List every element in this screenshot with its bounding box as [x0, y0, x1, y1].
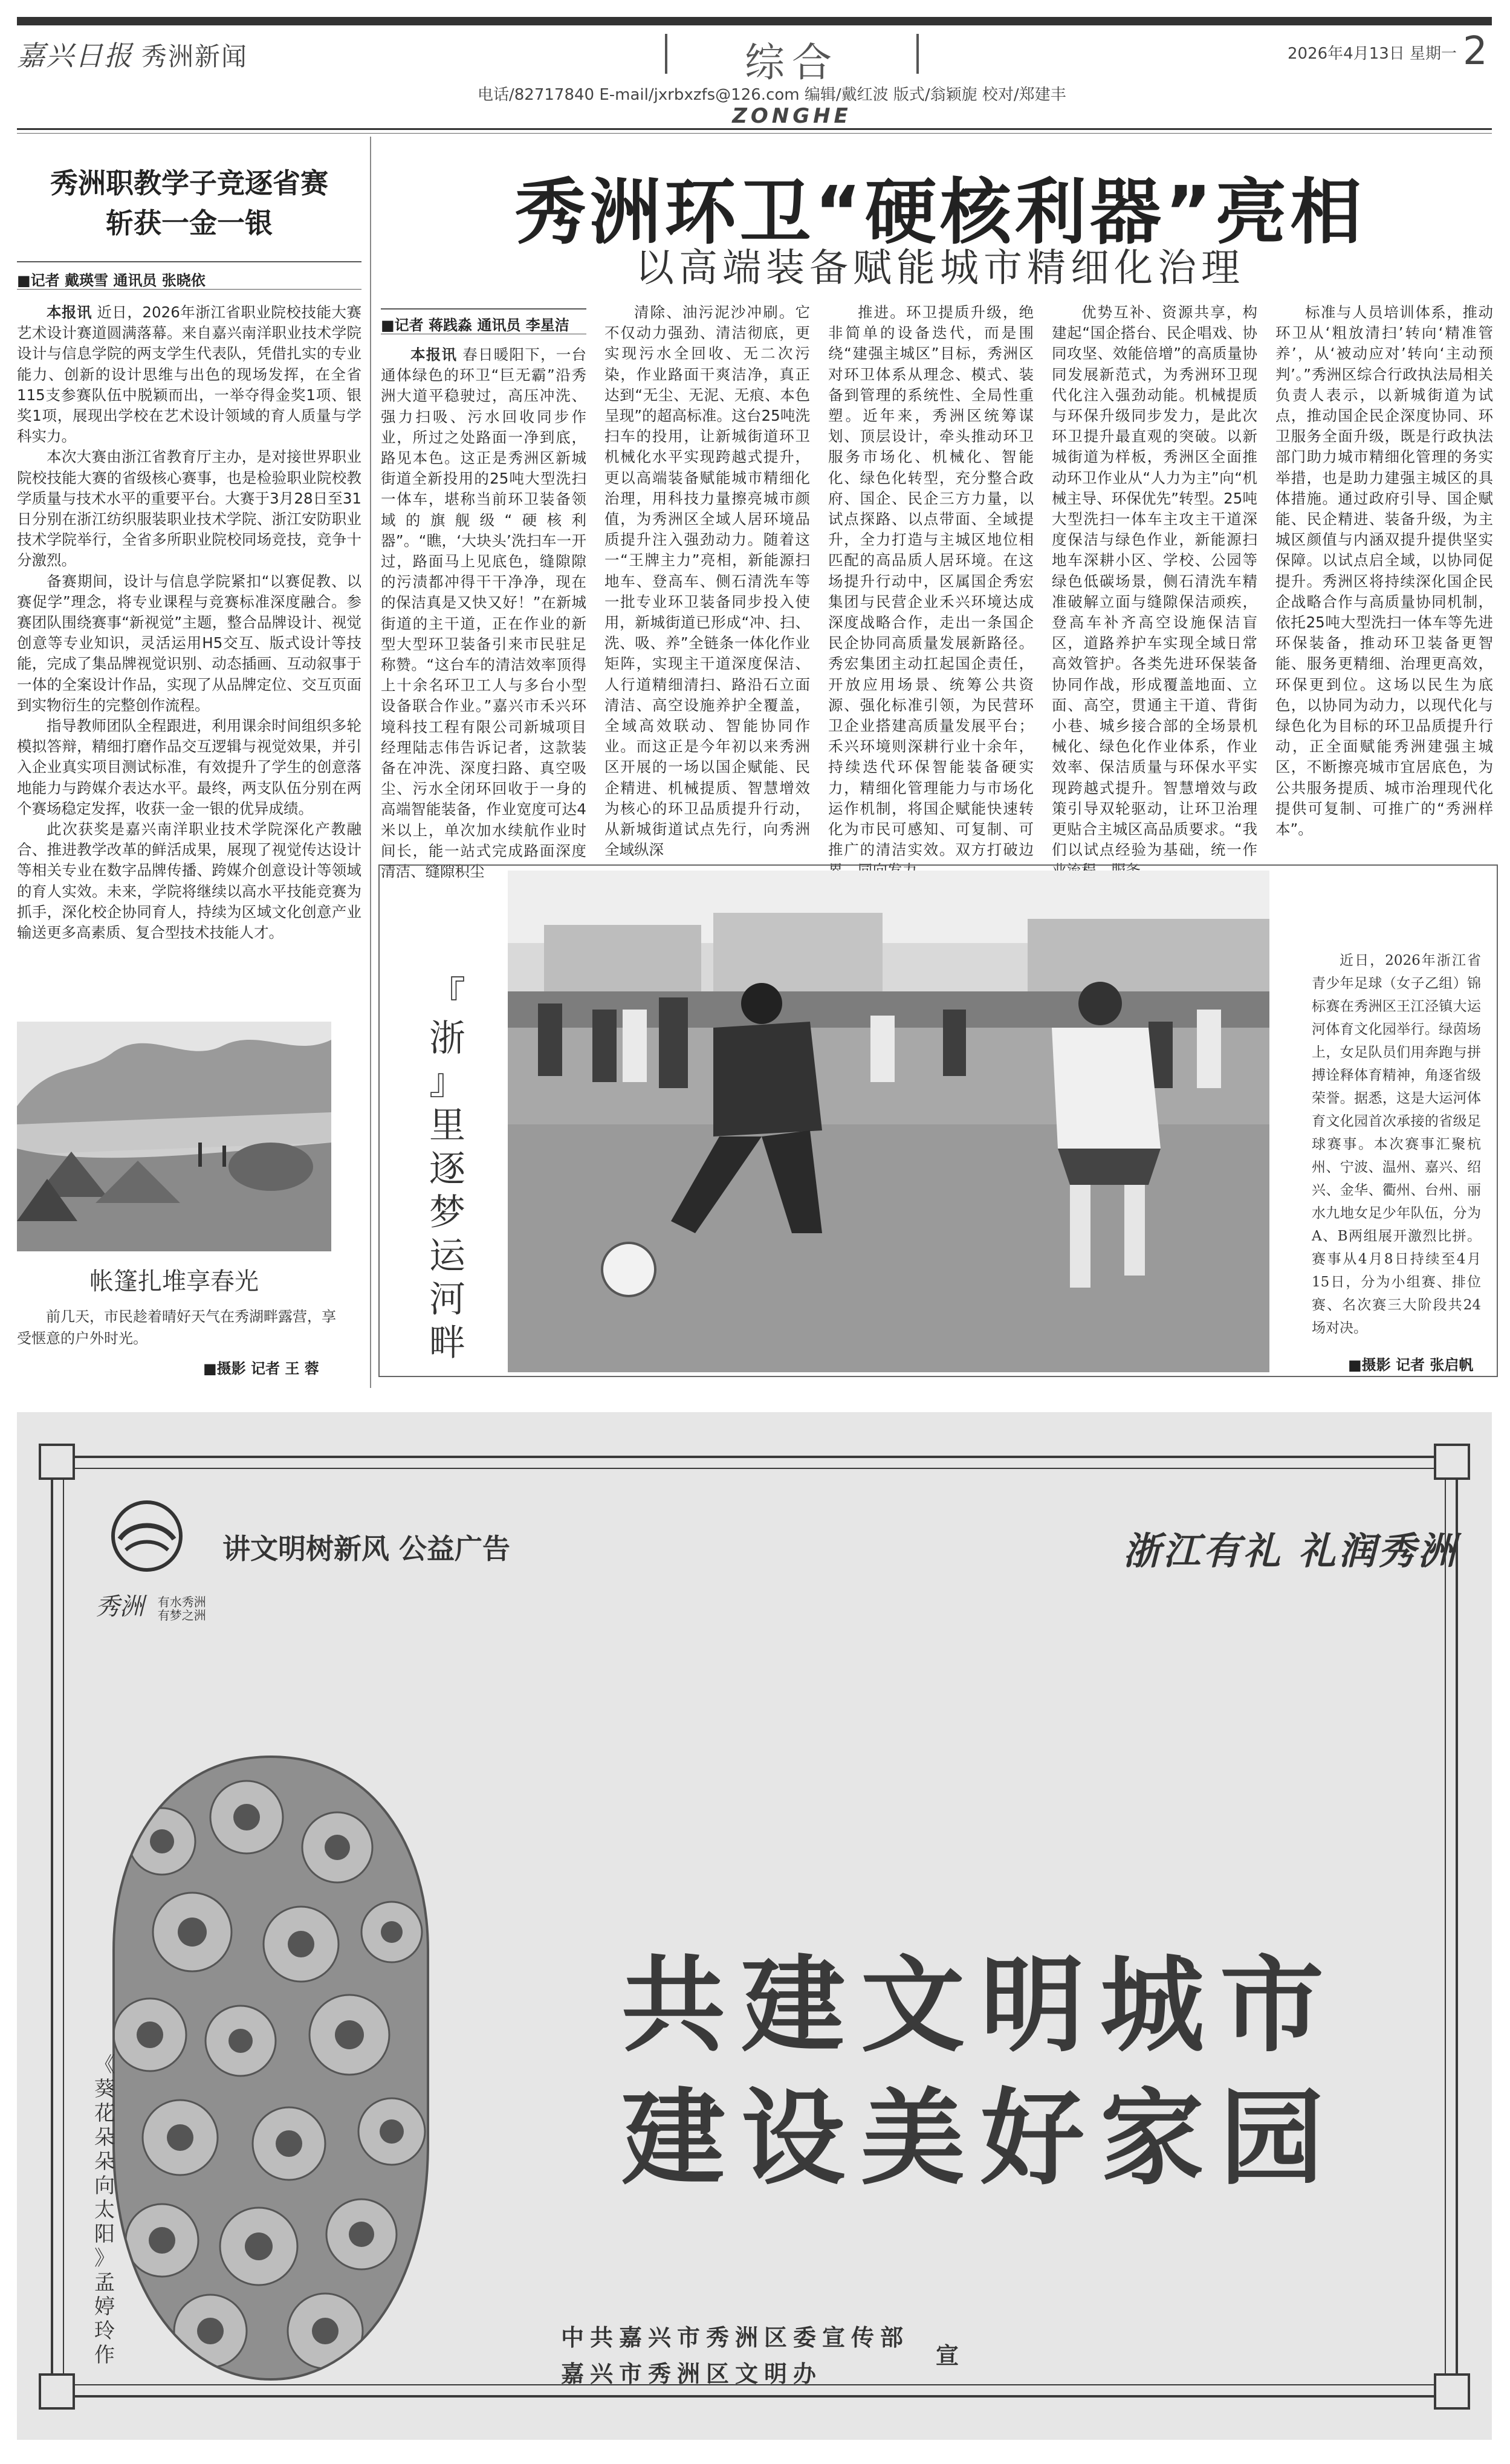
main-col-5-text: 标准与人员培训体系，推动环卫从‘粗放清扫’转向‘精准管养’，从‘被动应对’转向‘主动预判’。”秀洲区综合行政执法局相关负责人表示，以新城街道为试点，推动国企民企深度协同、环卫服务全面升级，既是行政执法部门助力城市精细化管理的务实举措，也是助力建强主城区的具体措施。通过政府引导、国企赋能、民企精进、装备升级，为主城区颜值与内涵双提升提供坚实保障。以试点启全域，以协同促提升。秀洲区将持续深化国企民企战略合作与高质量协同机制，依托25吨大型洗扫一体车等先进环保装备，推动环卫装备更智能、服务更精细、治理更高效，环保更到位。这场以民生为底色，以协同为动力，以现代化与绿色化为目标的环卫品质提升行动，正全面赋能秀洲建强主城区，不断擦亮城市宜居底色，为公共服务提质、城市治理现代化提供可复制、可推广的“秀洲样本”。 [1275, 303, 1493, 838]
painting-caption-char: 花 [94, 2101, 115, 2125]
vertical-title-char: 河 [429, 1279, 465, 1321]
left-para [17, 302, 361, 447]
left-title-line2: 斩获一金一银 [106, 207, 273, 239]
ad-brand-tags [158, 1595, 206, 1622]
ad-org-2: 嘉兴市秀洲区文明办 [561, 2361, 823, 2387]
camping-caption: 前几天，市民趁着晴好天气在秀湖畔露营，享受惬意的户外时光。 [17, 1308, 336, 1347]
football-photo [508, 871, 1269, 1372]
painting-caption-char: 朵 [94, 2150, 115, 2174]
left-para: 本次大赛由浙江省教育厅主办，是对接世界职业院校技能大赛的省级核心赛事，也是检验职业院校教学质量与技术水平的重要平台。大赛于3月28日至31日分别在浙江纺织服装职业技术学院、浙江安防职业技术学院举行，全省多所职业院校同场竞技，竞争十分激烈。 [17, 448, 361, 569]
ad-brand [96, 1587, 206, 1622]
football-caption: 近日，2026年浙江省青少年足球（女子乙组）锦标赛在秀洲区王江泾镇大运河体育文化园举行。绿茵场上，女足队员们用奔跑与拼搏诠释体育精神，角逐省级荣誉。据悉，这是大运河体育文化园首次承接的省级足球赛事。本次赛事汇聚杭州、宁波、温州、嘉兴、绍兴、金华、衢州、台州、丽水九地女足少年队伍，分为A、B两组展开激烈比拼。赛事从4月8日持续至4月15日，分为小组赛、排位赛、名次赛三大阶段共24场对决。 [1312, 953, 1481, 1336]
painting-caption-char: 葵 [94, 2077, 115, 2101]
left-title-line1: 秀洲职教学子竞逐省赛 [50, 167, 328, 199]
main-col-1 [381, 345, 587, 881]
painting-caption-char: 《 [94, 2053, 115, 2077]
left-para: 指导教师团队全程跟进，利用课余时间组织多轮模拟答辩，精细打磨作品交互逻辑与视觉效果，并引入企业真实项目测试标准，有效提升了学生的创意落地能力与跨媒介表达水平。最终，两支队伍分别在两个赛场稳定发挥，收获一金一银的优异成绩。 [17, 717, 361, 817]
painting-caption-char: 孟 [94, 2271, 115, 2295]
page-number: 2 [1463, 29, 1488, 74]
football-credit: ■摄影 记者 张启帆 [1348, 1357, 1474, 1373]
main-col-2 [604, 302, 810, 859]
masthead-name: 嘉兴日报 [17, 39, 133, 72]
camping-photo-title: 帐篷扎堆享春光 [89, 1268, 259, 1295]
ad-corner-tr [1434, 1444, 1470, 1480]
column-divider [370, 137, 371, 1388]
painting-caption [92, 2053, 117, 2367]
header-rule [17, 128, 1492, 130]
painting-caption-char: 太 [94, 2198, 115, 2222]
main-col-4-text: 优势互补、资源共享，构建起“国企搭台、民企唱戏、协同攻坚、效能倍增”的高质量协同发展新范式，为秀洲环卫现代化注入强劲动能。机械提质与环保升级同步发力，是此次环卫提升最直观的突破。以新城街道为样板，秀洲区全面推动环卫作业从“人力为主”向“机械主导、环保优先”转型。25吨大型洗扫一体车主攻主干道深度保洁与绿色作业，新能源扫地车深耕小区、学校、公园等绿色低碳场景，侧石清洗车精准破解立面与缝隙保洁顽疾，登高车补齐高空设施保洁盲区，道路养护车实现全域日常高效管护。各类先进环保装备协同作战，形成覆盖地面、立面、高空，贯通主干道、背街小巷、城乡接合部的全场景机械化、绿色化作业体系，作业效率、保洁质量与环保水平实现跨越式提升。智慧增效与政策引导双轮驱动，让环卫治理更贴合主城区高品质要求。“我们以试点经验为基础，统一作 [1052, 303, 1257, 859]
vertical-title-char: 逐 [429, 1148, 465, 1190]
vertical-title-char: 运 [429, 1235, 465, 1277]
header-rule-thin [17, 133, 1492, 134]
main-byline-rule-top [381, 308, 586, 310]
vertical-title-char: 畔 [429, 1322, 465, 1364]
section-pinyin: ZONGHE [732, 104, 852, 128]
main-col-1-text: 本报讯 春日暖阳下，一台通体绿色的环卫“巨无霸”沿秀洲大道平稳驶过，高压冲洗、强力扫吸、污水回收同步作业，所过之处路面一净到底，路见本色。这正是秀洲区新城街道全新投用的25吨大型洗扫一体车，堪称当前环卫装备领域的旗舰级“硬核利器”。“瞧，‘大块头’洗扫车一开过，路面马上见底色，缝隙隙的污渍都冲得干干净净，现在的保洁真是又快又好！”在新城街道的主干道，正在作业的新型大型环卫装备引来市民驻足称赞。“这台车的清洁效率顶得上十余名环卫工人与多台小型设备联合作业。”嘉兴市禾兴环境科技工程有限公司新城项目经理陆志伟告诉记者，这款装备在冲洗、深度扫路、真空吸尘、污水全闭环回收于一身的高端智能装备，作业宽度可达4米以上，单次加水续航作业时间长，能一站式完成路面深度清洁、缝隙积尘 [381, 346, 587, 881]
vertical-title-char: 『 [429, 974, 465, 1016]
main-col-3-text: 推进。环卫提质升级，绝非简单的设备迭代，而是围绕“建强主城区”目标，秀洲区对环卫体系从理念、模式、装备到管理的系统性、全局性重塑。近年来，秀洲区统筹谋划、顶层设计，牵头推动环卫服务市场化、机械化、智能化、绿色化转型，充分整合政府、国企、民企三方力量，以试点探路、以点带面、全域提升，全力打造与主城区地位相匹配的高品质人居环境。在这场提升行动中，区属国企秀宏集团与民营企业禾兴环境达成深度战略合作，走出一条国企民企协同高质量发展新路径。秀宏集团主动扛起国企责任，开放应用场景、统筹公共资源、强化标准引领，为民营环卫企业搭建高质量发展平台；禾兴环境则深耕行业十余年，持续迭代环保智能装备硬实力，精细化管理能力与市场化运作机制，将国企赋能快速转化为市民可感知、可复制、可推广的清洁实效。双方打破边 [828, 303, 1034, 859]
ad-hand-slogan: 浙江有礼 礼润秀洲 [1123, 1529, 1458, 1573]
main-col-2-text: 清除、油污泥沙冲刷。它不仅动力强劲、清洁彻底，更实现污水全回收、无二次污染，作业路面干爽洁净，真正达到“无尘、无泥、无痕、本色呈现”的超高标准。这台25吨洗扫车的投用，让新城街道环卫机械化水平实现跨越式提升，更以高端装备赋能城市精细化治理，用科技力量擦亮城市颜值，为秀洲区全域人居环境品质提升注入强劲动力。随着这一“王牌主力”亮相，新能源扫地车、登高车、侧石清洗车等一批专业环卫装备同步投入使用，新城街道已形成“冲、扫、洗、吸、养”全链条一体化作业矩阵，实现主干道深度保洁、人行道精细清扫、路沿石立面清洁、高空设施养护全覆盖，全域高效联动、智能协同作业。而这正是今年初以来秀洲区开展的一场以国企赋能、民企精进、机械提质、智慧增效为核心的环卫品质提升行动，从新城街道试点先行，向秀洲全域纵深 [604, 303, 810, 859]
top-bar [17, 17, 1492, 25]
ad-headline-1: 共建文明城市 [621, 1945, 1340, 2066]
painting-caption-char: 阳 [94, 2222, 115, 2246]
section-bar-left [665, 34, 667, 74]
ad-corner-br [1434, 2373, 1470, 2410]
vertical-title-char: 里 [429, 1104, 465, 1147]
left-para: 此次获奖是嘉兴南洋职业技术学院深化产教融合、推进教学改革的鲜活成果，展现了视觉传达设计等相关专业在数字品牌传播、跨媒介创意设计等领域的育人实效。未来，学院将继续以高水平技能竞赛为抓手，深化校企协同育人，持续为区域文化创意产业输送更多高素质、复合型技术技能人才。 [17, 820, 361, 942]
ad-brand-tag: 有梦之洲 [157, 1608, 206, 1623]
main-article-subtitle: 以高端装备赋能城市精细化治理 [635, 246, 1245, 291]
dateline: 2026年4月13日 星期一 [1288, 45, 1457, 63]
painting-caption-char: 向 [94, 2174, 115, 2198]
camping-photo [17, 1022, 331, 1251]
contact-line: 电话/82717840 E-mail/jxrbxzfs@126.com 编辑/戴红波 版式/翁颖旎 校对/郑建丰 [478, 86, 1066, 104]
ad-slogan: 讲文明树新风 公益广告 [222, 1532, 511, 1565]
sunflower-painting [108, 1751, 434, 2385]
section-name [665, 30, 919, 88]
football-photo-image [508, 871, 1269, 1372]
football-vertical-title [417, 973, 478, 1365]
masthead-sub: 秀洲新闻 [141, 42, 248, 71]
lead-label: 本报讯 [47, 303, 92, 321]
section-bar-right [916, 34, 919, 74]
ad-corner-tl [39, 1444, 75, 1480]
painting-caption-char: 玲 [94, 2319, 115, 2343]
left-article-title [17, 163, 361, 243]
left-title-rule [17, 261, 361, 262]
main-article-title: 秀洲环卫“硬核利器”亮相 [514, 170, 1366, 254]
ad-brand-tag: 有水秀洲 [157, 1595, 206, 1609]
public-service-ad [17, 1412, 1492, 2440]
ad-xuan: 宣 [936, 2342, 959, 2369]
painting-caption-char: 》 [94, 2246, 115, 2271]
main-byline: ■记者 蒋践淼 通讯员 李星洁 [381, 317, 569, 334]
left-para: 备赛期间，设计与信息学院紧扣“以赛促教、以赛促学”理念，将专业课程与竞赛标准深度融合。参赛团队围绕赛事“新视觉”主题，整合品牌设计、视觉创意等专业知识，灵活运用H5交互、版式设计等技能，完成了集品牌视觉识别、动态插画、互动叙事于一体的全案设计作品，实现了从品牌定位、交互页面到实物衍生的完整创作流程。 [17, 572, 361, 714]
left-byline-rule [17, 289, 361, 290]
ad-headline-2: 建设美好家园 [621, 2078, 1340, 2199]
painting-caption-char: 作 [94, 2343, 115, 2367]
left-article-body [17, 302, 361, 997]
lead-label: 本报讯 [410, 346, 458, 363]
left-byline: ■记者 戴瑛雪 通讯员 张晓依 [17, 272, 206, 289]
camping-photo-image [17, 1022, 331, 1251]
masthead [17, 34, 248, 74]
section-label: 综合 [745, 39, 839, 86]
vertical-title-char: 梦 [429, 1191, 465, 1234]
ad-brand-name: 秀洲 [96, 1593, 144, 1621]
ad-org-1: 中共嘉兴市秀洲区委宣传部 [561, 2324, 910, 2351]
ad-corner-bl [39, 2373, 75, 2410]
painting-caption-char: 朵 [94, 2125, 115, 2150]
painting-caption-char: 婷 [94, 2295, 115, 2319]
xiuzhou-logo-icon [96, 1497, 198, 1575]
camping-credit: ■摄影 记者 王 蓉 [203, 1360, 319, 1377]
left-para-text: 近日，2026年浙江省职业院校技能大赛艺术设计赛道圆满落幕。来自嘉兴南洋职业技术学院设计与信息学院的两支学生代表队，凭借扎实的专业能力、创新的设计思维与出色的现场发挥，在全省115支参赛队伍中脱颖而出，一举夺得金奖1项、银奖1项，展现出学校在艺术设计领域的育人质量与学科实力。 [17, 303, 361, 446]
vertical-title-char: 浙 [429, 1017, 465, 1060]
vertical-title-char: 』 [429, 1061, 465, 1103]
main-col-5 [1275, 302, 1493, 858]
main-col-4 [1052, 302, 1257, 859]
main-col-3 [828, 302, 1034, 859]
